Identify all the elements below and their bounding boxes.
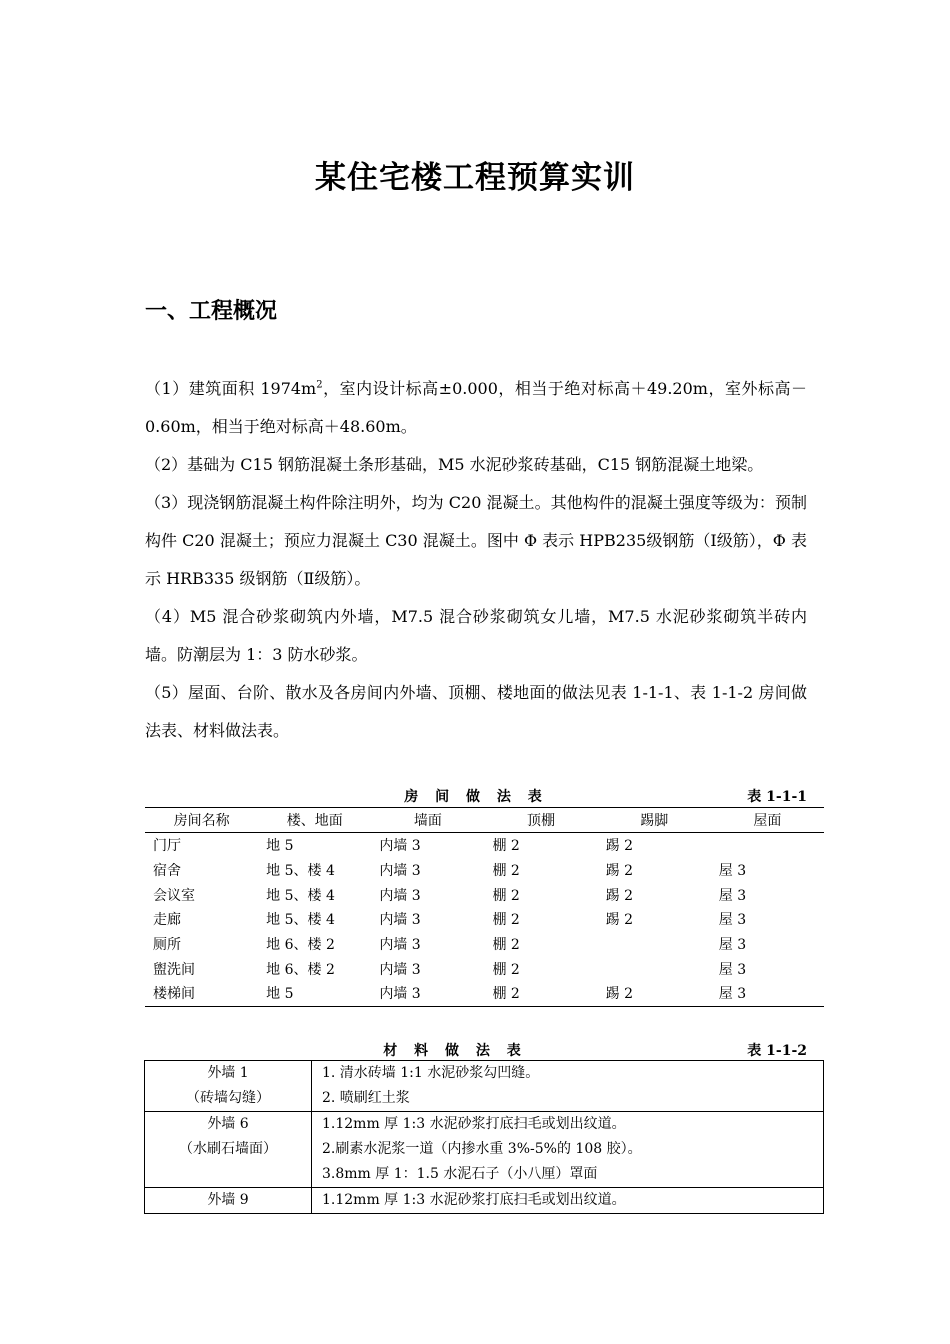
table-row bbox=[145, 932, 824, 957]
table-cell: 地 6、楼 2 bbox=[266, 961, 335, 978]
room-table-column-header: 屋面 bbox=[711, 808, 824, 833]
material-subtitle: （砖墙勾缝） bbox=[186, 1090, 270, 1106]
table-cell: 屋 3 bbox=[711, 981, 824, 1006]
room-table-header-row bbox=[145, 808, 824, 833]
room-table-body bbox=[145, 833, 824, 1007]
table-cell bbox=[711, 833, 824, 858]
table-cell: 盥洗间 bbox=[153, 961, 195, 978]
table-cell: 内墙 3 bbox=[371, 981, 484, 1006]
p1-superscript: 2 bbox=[316, 379, 323, 391]
table-cell: 屋 3 bbox=[718, 863, 747, 880]
table-cell: 棚 2 bbox=[484, 981, 597, 1006]
table-row bbox=[145, 833, 824, 858]
material-name: 外墙 6 bbox=[207, 1116, 249, 1132]
room-table-column-header: 房间名称 bbox=[145, 808, 258, 833]
table-cell: 踢 2 bbox=[605, 863, 633, 880]
table-cell: 踢 2 bbox=[605, 912, 633, 929]
table-row bbox=[145, 858, 824, 883]
table-cell: 走廊 bbox=[153, 912, 181, 929]
table-cell: 地 6、楼 2 bbox=[266, 937, 335, 954]
p1-text-b: ，室内设计标高±0.000，相当于绝对标高＋49.20m，室外标高－0.60m，相当于绝对标高＋48.60m。 bbox=[145, 379, 807, 436]
section-heading: 一、工程概况 bbox=[145, 299, 278, 324]
table-cell bbox=[598, 932, 711, 957]
table-cell: 地 5、楼 4 bbox=[266, 912, 335, 929]
table-cell bbox=[598, 956, 711, 981]
table-cell: 地 5 bbox=[266, 838, 294, 855]
paragraph-3: （3）现浇钢筋混凝土构件除注明外，均为 C20 混凝土。其他构件的混凝土强度等级为：预制构件 C20 混凝土；预应力混凝土 C30 混凝土。图中 Φ 表示 HPB235级钢筋（Ⅰ级筋），Φ 表示 HRB335 级钢筋（Ⅱ级筋）。 bbox=[145, 493, 807, 588]
material-steps-cell bbox=[312, 1112, 824, 1188]
table-row bbox=[145, 907, 824, 932]
table-cell: 内墙 3 bbox=[379, 961, 421, 978]
material-steps-cell bbox=[312, 1188, 824, 1214]
table-cell: 棚 2 bbox=[492, 912, 520, 929]
table-cell: 屋 3 bbox=[718, 961, 747, 978]
table-cell: 屋 3 bbox=[718, 912, 747, 929]
table-cell: 踢 2 bbox=[605, 887, 633, 904]
table-cell: 地 5 bbox=[258, 981, 371, 1006]
material-step: 2.刷素水泥浆一道（内掺水重 3%-5%的 108 胶）。 bbox=[322, 1141, 642, 1157]
table-cell: 厕所 bbox=[153, 937, 181, 954]
paragraph-1 bbox=[145, 370, 807, 446]
room-table-header bbox=[145, 784, 807, 806]
room-table-column-header: 墙面 bbox=[371, 808, 484, 833]
material-name: 外墙 1 bbox=[207, 1065, 249, 1081]
material-table-header bbox=[145, 1038, 807, 1060]
table-cell: 踢 2 bbox=[598, 981, 711, 1006]
table-cell: 内墙 3 bbox=[379, 937, 421, 954]
table-cell: 棚 2 bbox=[492, 937, 520, 954]
table-cell: 会议室 bbox=[153, 887, 195, 904]
table-row bbox=[145, 1188, 824, 1214]
room-table-column-header: 楼、地面 bbox=[258, 808, 371, 833]
material-name-cell bbox=[145, 1112, 312, 1188]
table-cell: 地 5、楼 4 bbox=[266, 887, 335, 904]
table-cell: 屋 3 bbox=[718, 937, 747, 954]
material-step: 2. 喷刷红土浆 bbox=[322, 1090, 410, 1106]
table-row bbox=[145, 956, 824, 981]
room-table-number: 表 1-1-1 bbox=[747, 789, 807, 805]
p1-text-a: （1）建筑面积 1974m bbox=[145, 379, 317, 398]
table-cell: 屋 3 bbox=[718, 887, 747, 904]
table-cell: 棚 2 bbox=[492, 838, 520, 855]
room-table-column-header: 踢脚 bbox=[598, 808, 711, 833]
table-row bbox=[145, 882, 824, 907]
table-cell: 楼梯间 bbox=[145, 981, 258, 1006]
paragraph-4: （4）M5 混合砂浆砌筑内外墙，M7.5 混合砂浆砌筑女儿墙，M7.5 水泥砂浆砌筑半砖内墙。防潮层为 1：3 防水砂浆。 bbox=[145, 607, 807, 664]
table-cell: 踢 2 bbox=[605, 838, 633, 855]
table-row bbox=[145, 981, 824, 1006]
material-step: 3.8mm 厚 1：1.5 水泥石子（小八厘）罩面 bbox=[322, 1166, 598, 1182]
material-step: 1. 清水砖墙 1:1 水泥砂浆勾凹缝。 bbox=[322, 1065, 540, 1081]
room-table bbox=[145, 807, 824, 1007]
room-table-column-header: 顶棚 bbox=[484, 808, 597, 833]
table-cell: 门厅 bbox=[153, 838, 181, 855]
overview-paragraphs bbox=[145, 370, 807, 750]
table-cell: 内墙 3 bbox=[379, 887, 421, 904]
table-cell: 棚 2 bbox=[492, 887, 520, 904]
material-step: 1.12mm 厚 1:3 水泥砂浆打底扫毛或划出纹道。 bbox=[322, 1192, 626, 1208]
material-table-caption: 材 料 做 法 表 bbox=[383, 1043, 527, 1059]
material-name: 外墙 9 bbox=[207, 1192, 249, 1208]
table-cell: 内墙 3 bbox=[379, 912, 421, 929]
table-row bbox=[145, 1061, 824, 1112]
table-cell: 地 5、楼 4 bbox=[266, 863, 335, 880]
table-cell: 棚 2 bbox=[492, 961, 520, 978]
material-steps-cell bbox=[312, 1061, 824, 1112]
table-cell: 宿舍 bbox=[153, 863, 181, 880]
table-row bbox=[145, 1112, 824, 1188]
table-cell: 内墙 3 bbox=[379, 863, 421, 880]
table-cell: 内墙 3 bbox=[379, 838, 421, 855]
paragraph-5: （5）屋面、台阶、散水及各房间内外墙、顶棚、楼地面的做法见表 1-1-1、表 1-1-2 房间做法表、材料做法表。 bbox=[145, 683, 807, 740]
material-name-cell bbox=[145, 1188, 312, 1214]
document-title: 某住宅楼工程预算实训 bbox=[315, 160, 635, 196]
material-table-number: 表 1-1-2 bbox=[747, 1043, 807, 1059]
material-name-cell bbox=[145, 1061, 312, 1112]
paragraph-2: （2）基础为 C15 钢筋混凝土条形基础，M5 水泥砂浆砖基础，C15 钢筋混凝土地梁。 bbox=[145, 455, 764, 474]
material-step: 1.12mm 厚 1:3 水泥砂浆打底扫毛或划出纹道。 bbox=[322, 1116, 626, 1132]
material-table-body bbox=[145, 1061, 824, 1214]
table-cell: 棚 2 bbox=[492, 863, 520, 880]
material-table bbox=[144, 1060, 824, 1214]
material-subtitle: （水刷石墙面） bbox=[179, 1141, 277, 1157]
room-table-caption: 房 间 做 法 表 bbox=[404, 789, 548, 805]
